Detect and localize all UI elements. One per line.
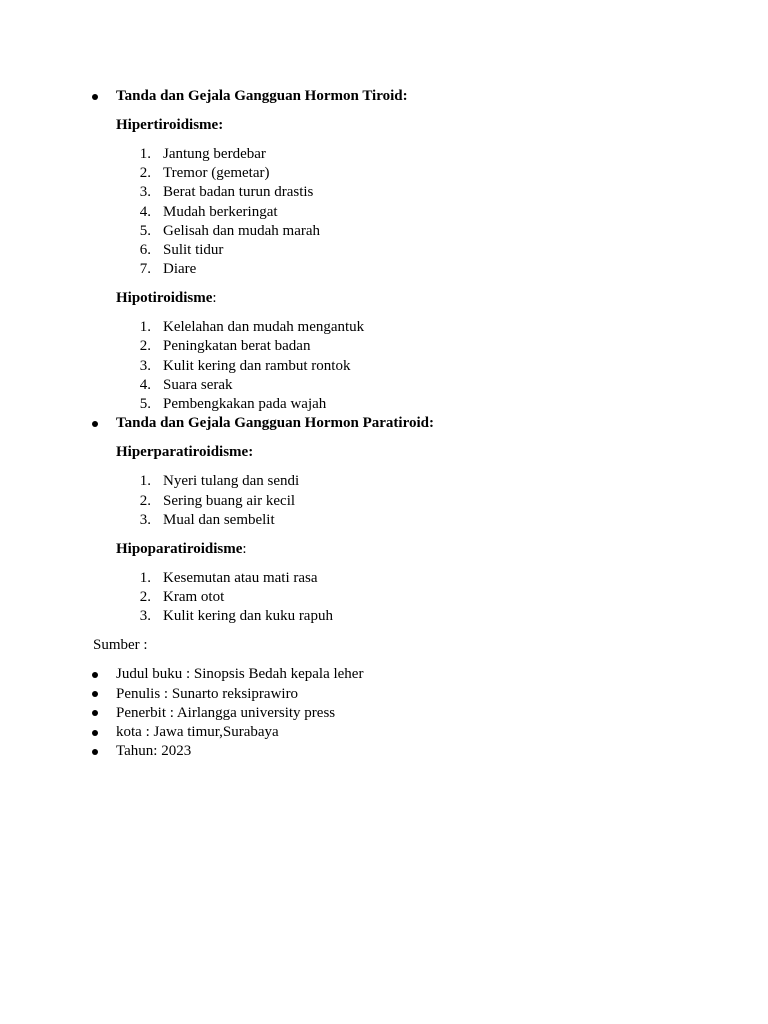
list-number: 1.	[139, 146, 151, 162]
list-number: 3.	[139, 608, 151, 624]
list-item: Kulit kering dan rambut rontok	[163, 358, 351, 374]
list-item: Diare	[163, 261, 197, 277]
source-item: Penulis : Sunarto reksiprawiro	[116, 686, 299, 702]
group-title-text: Hipotiroidisme	[116, 290, 213, 306]
list-item: Sering buang air kecil	[163, 493, 296, 509]
list-number: 6.	[139, 242, 151, 258]
group-title-text: Hipoparatiroidisme	[116, 541, 243, 557]
list-number: 2.	[139, 589, 151, 605]
list-number: 1.	[139, 319, 151, 335]
list-number: 5.	[139, 223, 151, 239]
list-number: 1.	[139, 570, 151, 586]
list-item: Berat badan turun drastis	[163, 184, 314, 200]
bullet-icon	[92, 691, 98, 697]
list-number: 3.	[139, 512, 151, 528]
list-number: 2.	[139, 493, 151, 509]
list-number: 4.	[139, 377, 151, 393]
list-number: 5.	[139, 396, 151, 412]
group-title-hipertiroidisme: Hipertiroidisme:	[116, 117, 224, 133]
list-item: Kram otot	[163, 589, 225, 605]
source-item: Tahun: 2023	[116, 743, 192, 759]
list-number: 4.	[139, 204, 151, 220]
source-label: Sumber :	[93, 637, 148, 653]
bullet-icon	[92, 672, 98, 678]
section-heading-paratiroid: Tanda dan Gejala Gangguan Hormon Paratiroid:	[116, 415, 434, 431]
list-item: Suara serak	[163, 377, 233, 393]
list-item: Kesemutan atau mati rasa	[163, 570, 318, 586]
list-item: Peningkatan berat badan	[163, 338, 311, 354]
list-item: Mudah berkeringat	[163, 204, 278, 220]
list-number: 3.	[139, 184, 151, 200]
list-number: 2.	[139, 338, 151, 354]
list-item: Mual dan sembelit	[163, 512, 275, 528]
source-item: Judul buku : Sinopsis Bedah kepala leher	[116, 666, 364, 682]
group-title-hipoparatiroidisme	[116, 540, 247, 559]
section-heading-tiroid: Tanda dan Gejala Gangguan Hormon Tiroid:	[116, 88, 408, 104]
bullet-icon	[92, 421, 98, 427]
source-item: Penerbit : Airlangga university press	[116, 705, 336, 721]
list-item: Jantung berdebar	[163, 146, 266, 162]
list-item: Pembengkakan pada wajah	[163, 396, 327, 412]
list-number: 2.	[139, 165, 151, 181]
source-item: kota : Jawa timur,Surabaya	[116, 724, 279, 740]
group-title-suffix: :	[242, 541, 247, 557]
group-title-suffix: :	[212, 290, 217, 306]
bullet-icon	[92, 94, 98, 100]
list-item: Nyeri tulang dan sendi	[163, 473, 300, 489]
list-item: Kelelahan dan mudah mengantuk	[163, 319, 365, 335]
list-number: 1.	[139, 473, 151, 489]
bullet-icon	[92, 730, 98, 736]
list-item: Kulit kering dan kuku rapuh	[163, 608, 333, 624]
list-number: 3.	[139, 358, 151, 374]
list-item: Gelisah dan mudah marah	[163, 223, 321, 239]
bullet-icon	[92, 710, 98, 716]
list-item: Sulit tidur	[163, 242, 224, 258]
group-title-hiperparatiroidisme: Hiperparatiroidisme:	[116, 444, 254, 460]
bullet-icon	[92, 749, 98, 755]
list-number: 7.	[139, 261, 151, 277]
group-title-hipotiroidisme	[116, 289, 217, 308]
list-item: Tremor (gemetar)	[163, 165, 270, 181]
